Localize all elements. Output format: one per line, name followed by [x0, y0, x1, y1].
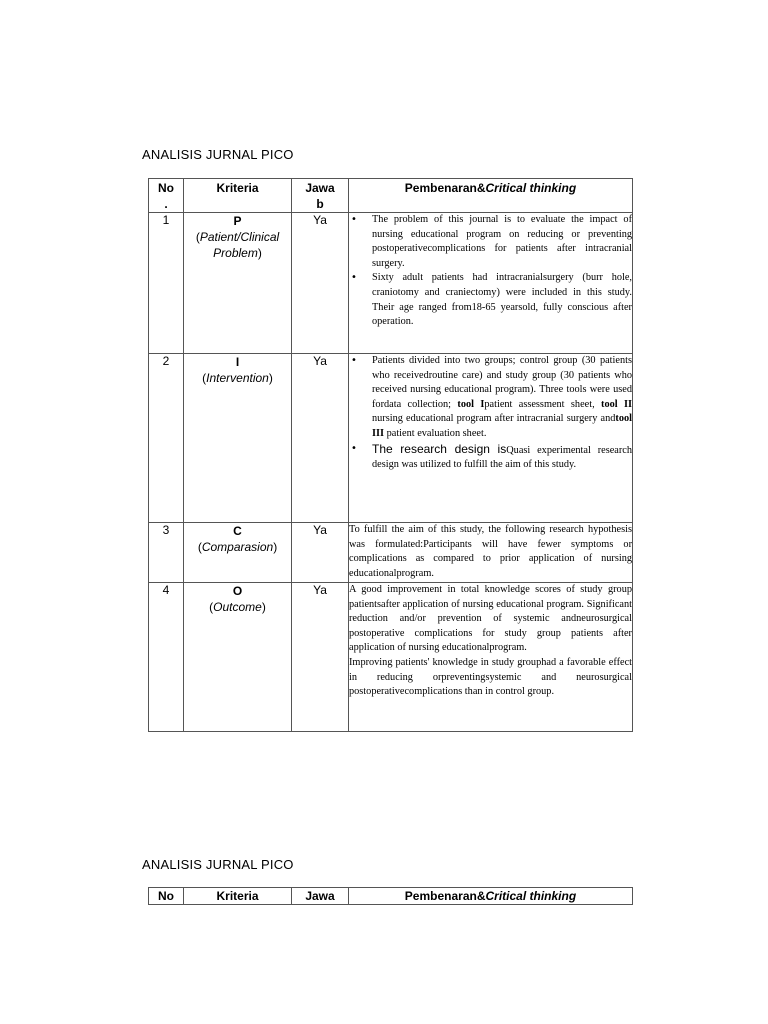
- bullet-text: patient evaluation sheet.: [384, 427, 487, 439]
- header-jawab: Jawa: [292, 888, 349, 905]
- header-kriteria: Kriteria: [184, 888, 292, 905]
- pico-table: [148, 178, 633, 732]
- justification-cell: [349, 583, 633, 732]
- justification-text: Improving patients' knowledge in study grouphad a favorable effect in reducing orpreventingsystemic and neurosurgical postoperativecomplications than in control group.: [349, 656, 632, 698]
- table-row: [149, 213, 633, 354]
- bullet-text: Patients divided into two groups; control group (30 patients who receivedroutine care) and study group (30 patients who received nursing educational program). Three tools were used fordata collection;: [372, 355, 632, 410]
- bullet-item: • The problem of this journal is to evaluate the impact of nursing educational program on reducing or preventing postoperativecomplications for patients after intracranial surgery.: [349, 213, 632, 271]
- page-title: ANALISIS JURNAL PICO: [142, 857, 294, 872]
- row-number: 4: [149, 583, 184, 732]
- answer-cell: Ya: [292, 523, 349, 583]
- header-jawab: Jawa b: [292, 179, 349, 213]
- criteria-cell: O (Outcome): [184, 583, 292, 732]
- table-row: [149, 354, 633, 523]
- row-number: 3: [149, 523, 184, 583]
- answer-cell: Ya: [292, 583, 349, 732]
- justification-text: To fulfill the aim of this study, the following research hypothesis was formulated:Participants will have fewer symptoms or complications as compared to prior application of nursing educationalprogram.: [349, 524, 632, 579]
- page-title: ANALISIS JURNAL PICO: [142, 147, 294, 162]
- criteria-cell: C (Comparasion): [184, 523, 292, 583]
- answer-cell: Ya: [292, 213, 349, 354]
- header-pembenaran: [349, 888, 633, 905]
- pico-table: [148, 887, 633, 905]
- row-number: 1: [149, 213, 184, 354]
- bullet-item: • Sixty adult patients had intracranialsurgery (burr hole, craniotomy and craniectomy) were included in this study. Their age ranged from18-65 yearsold, fully conscious after operation.: [349, 271, 632, 329]
- tool-label: tool III: [372, 413, 632, 439]
- justification-cell: [349, 213, 633, 354]
- header-critical-label: Critical thinking: [485, 889, 577, 903]
- tool-label: tool I: [457, 398, 485, 410]
- header-no: No .: [149, 179, 184, 213]
- table-row: [149, 523, 633, 583]
- justification-cell: [349, 523, 633, 583]
- table-header-row: [149, 179, 633, 213]
- justification-text: A good improvement in total knowledge scores of study group patientsafter application of nursing educational program. Significant reduction and/or prevention of systemic andneurosurgical postoperative complications for study group patients after application of nursing educationalprogram.: [349, 584, 632, 654]
- header-pembenaran-label: Pembenaran&: [404, 181, 486, 195]
- bullet-text: patient assessment sheet,: [484, 398, 602, 410]
- header-pembenaran-label: Pembenaran&: [404, 889, 486, 903]
- criteria-cell: P (Patient/Clinical Problem): [184, 213, 292, 354]
- header-kriteria: Kriteria: [184, 179, 292, 213]
- table-header-row: [149, 888, 633, 905]
- header-critical-label: Critical thinking: [485, 181, 577, 195]
- criteria-cell: I (Intervention): [184, 354, 292, 523]
- criteria-letter: O: [232, 584, 243, 598]
- bullet-text: The research design is: [372, 441, 507, 456]
- bullet-item: [349, 354, 632, 442]
- row-number: 2: [149, 354, 184, 523]
- header-pembenaran: [349, 179, 633, 213]
- criteria-label: Outcome: [213, 600, 262, 614]
- criteria-label: Comparasion: [201, 540, 274, 554]
- tool-label: tool II: [601, 398, 633, 410]
- answer-cell: Ya: [292, 354, 349, 523]
- header-no: No: [149, 888, 184, 905]
- criteria-letter: P: [233, 214, 242, 228]
- criteria-label: Intervention: [206, 371, 269, 385]
- justification-cell: [349, 354, 633, 523]
- criteria-letter: C: [233, 524, 242, 538]
- criteria-letter: I: [235, 355, 240, 369]
- bullet-text: Quasi experimental research design was utilized to fulfill the aim of this study.: [372, 444, 632, 471]
- table-row: [149, 583, 633, 732]
- bullet-item: [349, 442, 632, 473]
- bullet-text: nursing educational program after intracranial surgery and: [372, 413, 616, 425]
- criteria-label: Patient/Clinical Problem: [199, 230, 280, 260]
